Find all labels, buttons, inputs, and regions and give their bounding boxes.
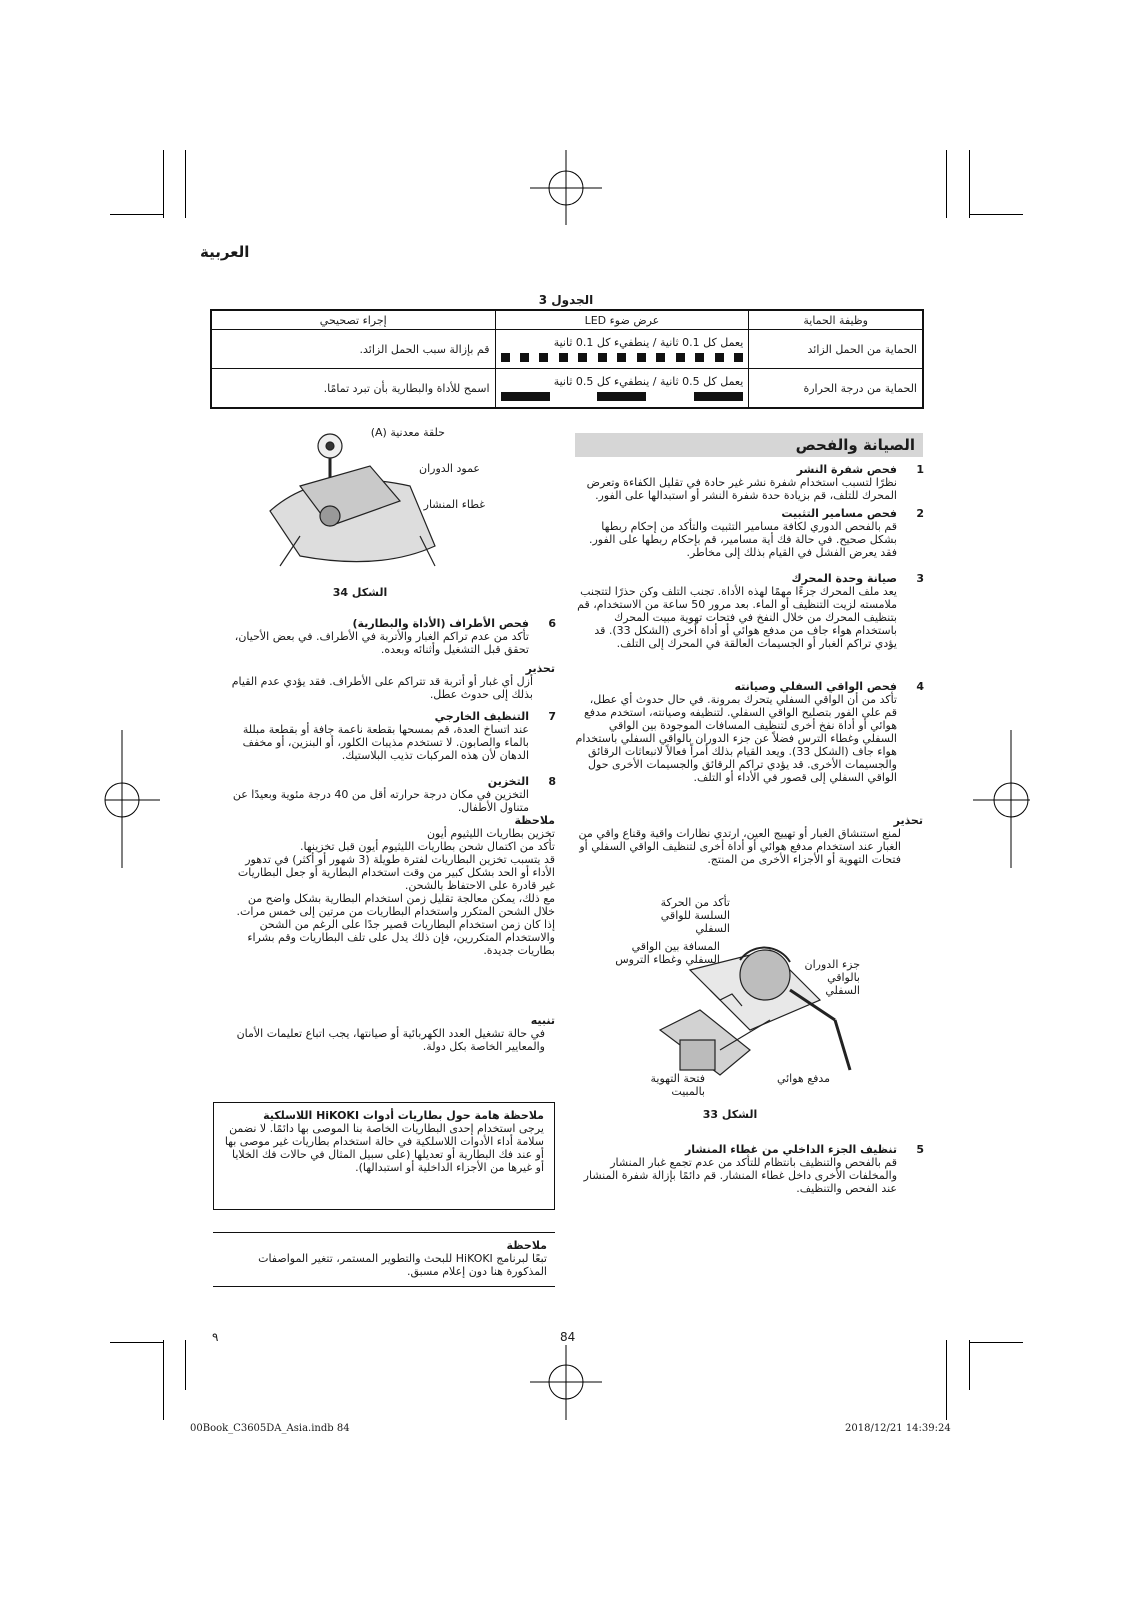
warning-block	[575, 814, 923, 866]
table-header-row	[212, 311, 923, 330]
notice-text: يرجى استخدام إحدى البطاريات الخاصة بنا الموصى بها دائمًا. لا نضمن سلامة أداء الأدوات اللاسلكية في حالة استخدام بطاريات غير موصى بها أو عند فك البطارية أو تعديلها (على سبيل المثال في حالات فك الخلايا أو غيرها من الأجزاء الداخلية أو استبدالها).	[224, 1122, 544, 1174]
note-block	[229, 814, 555, 957]
note-label: ملاحظة	[506, 1239, 547, 1252]
table-row	[212, 369, 923, 408]
caution-block	[229, 1014, 555, 1053]
led-blink-mark	[694, 392, 743, 401]
led-blink-mark	[617, 353, 626, 362]
warning-label: تحذير	[893, 814, 923, 827]
list-item	[575, 463, 924, 502]
note-line: إذا كان زمن استخدام البطاريات قصير جدًا على الرغم من الشحن والاستخدام المتكررين، فإن ذلك يدل على تلف البطاريات وقم بشراء بطاريات جديدة.	[247, 918, 555, 957]
item-title: صيانة وحدة المحرك	[791, 572, 897, 585]
figure-33-caption: الشكل 33	[702, 1108, 758, 1121]
led-blink-mark	[578, 353, 587, 362]
list-item	[575, 507, 924, 559]
led-blink-mark	[598, 353, 607, 362]
led-blink-mark	[734, 353, 743, 362]
led-blink-mark	[520, 353, 529, 362]
table-header-cell: وظيفة الحماية	[749, 311, 923, 330]
list-item	[229, 617, 556, 656]
led-blink-mark	[637, 353, 646, 362]
note-line: قد يتسبب تخزين البطاريات لفترة طويلة (3 شهور أو أكثر) في تدهور الأداء أو الحد بشكل كبير من وقت استخدام البطارية أو جعل البطاريات غير قادرة على الاحتفاظ بالشحن.	[237, 853, 555, 892]
led-blink-mark	[539, 353, 548, 362]
item-number: 4	[916, 680, 924, 693]
figure-33-label-gap: المسافة بين الواقي السفلي وغطاء التروس	[615, 940, 720, 966]
page-number-arabic: ٩	[212, 1330, 219, 1344]
table-title: الجدول 3	[538, 293, 594, 307]
led-blink-mark	[676, 353, 685, 362]
note-line: مع ذلك، يمكن معالجة تقليل زمن استخدام البطارية بشكل واضح من خلال الشحن المتكرر واستخدام البطاريات من مرتين إلى خمس مرات.	[236, 892, 555, 918]
item-number: 5	[916, 1143, 924, 1156]
caution-text: في حالة تشغيل العدد الكهربائية أو صيانتها، يجب اتباع تعليمات الأمان والمعايير الخاصة بكل دولة.	[236, 1027, 545, 1053]
led-blink-mark	[695, 353, 704, 362]
led-blink-mark	[501, 353, 510, 362]
warning-block	[213, 662, 555, 701]
caution-label: تنبيه	[530, 1014, 555, 1027]
item-text: التخزين في مكان درجة حرارته أقل من 40 درجة مئوية وبعيدًا عن متناول الأطفال.	[232, 788, 529, 814]
note-text: تبعًا لبرنامج HiKOKI للبحث والتطوير المستمر، تتغير المواصفات المذكورة هنا دون إعلام مسبق.	[258, 1252, 547, 1278]
figure-34-label-shaft: عمود الدوران	[419, 462, 480, 475]
warning-label: تحذير	[525, 662, 555, 675]
figure-33-label-airgun: مدفع هوائي	[776, 1072, 830, 1085]
item-title: التخزين	[487, 775, 529, 788]
table-cell-function: الحماية من درجة الحرارة	[749, 369, 923, 408]
language-header: العربية	[200, 243, 250, 261]
led-blink-mark	[559, 353, 568, 362]
figure-33-label-rotation: جزء الدوران بالواقي السفلي	[804, 958, 860, 997]
item-text: يعد ملف المحرك جزءًا مهمًا لهذه الأداة. تجنب التلف وكن حذرًا لتتجنب ملامسته لزيت التنظيف أو الماء. بعد مرور 50 ساعة من الاستخدام، قم بتنظيف المحرك من خلال النفخ في فتحات تهوية مبيت المحرك باستخدام هواء جاف من مدفع هوائي أو أداة أخرى (الشكل 33). قد يؤدي تراكم الغبار أو الجسيمات العالقة في المحرك إلى التلف.	[577, 585, 897, 650]
led-blink-pattern	[501, 392, 744, 401]
page-number: 84	[560, 1330, 576, 1344]
section-heading: الصيانة والفحص	[575, 433, 923, 457]
list-item	[575, 680, 924, 784]
spec-change-note	[213, 1232, 555, 1287]
item-text: قم بالفحص الدوري لكافة مسامير التثبيت والتأكد من إحكام ربطها بشكل صحيح. في حالة فك أية مسامير، قم بإحكام ربطها على الفور. فقد يعرض الفشل في القيام بذلك إلى مخاطر.	[588, 520, 897, 559]
list-item	[229, 710, 556, 762]
item-title: فحص الواقي السفلي وصيانته	[734, 680, 897, 693]
item-text: تأكد من عدم تراكم الغبار والأتربة في الأطراف. في بعض الأحيان، تحقق قبل التشغيل وأثنائه وبعده.	[234, 630, 529, 656]
led-blink-mark	[597, 392, 646, 401]
led-description: يعمل كل 0.5 ثانية / ينطفيء كل 0.5 ثانية	[553, 375, 744, 388]
figure-34-caption: الشكل 34	[332, 586, 388, 599]
item-number: 6	[548, 617, 556, 630]
item-number: 3	[916, 572, 924, 585]
item-number: 1	[916, 463, 924, 476]
table-cell-function: الحماية من الحمل الزائد	[749, 330, 923, 369]
figure-33-label-smooth: تأكد من الحركة السلسة للواقي السفلي	[660, 896, 730, 935]
list-item	[575, 572, 924, 650]
item-text: نظرًا لتسبب استخدام شفرة نشر غير حادة في تقليل الكفاءة وتعرض المحرك للتلف، قم بزيادة حدة شفرة النشر أو استبدالها على الفور.	[586, 476, 897, 502]
item-title: فحص شفرة النشر	[796, 463, 897, 476]
item-number: 8	[548, 775, 556, 788]
table-row	[212, 330, 923, 369]
figure-33-label-vent: فتحة التهوية بالمبيت	[650, 1072, 705, 1098]
led-blink-mark	[715, 353, 724, 362]
item-text: تأكد من أن الواقي السفلي يتحرك بمرونة. في حال حدوث أي عطل، قم على الفور بتصليح الواقي السفلي. لتنظيفه وصيانته، استخدم مدفع هوائي أو أداة نفخ أخرى لتنظيف المسافات الموجودة بين الواقي السفلي وغطاء الترس فضلاً عن جزء الدوران بالواقي السفلي باستخدام هواء جاف (الشكل 33). ويعد القيام بذلك أمراً فعالاً لانبعاثات الرقائق والجسيمات الأخرى. قد يؤدي تراكم الرقائق والجسيمات الأخرى حول الواقي السفلي إلى قصور في الأداء أو التلف.	[575, 693, 897, 784]
table-cell-led	[495, 330, 749, 369]
note-line: تخزين بطاريات الليثيوم أيون	[426, 827, 555, 840]
figure-34-label-cover: غطاء المنشار	[423, 498, 485, 511]
led-blink-pattern	[501, 353, 744, 362]
table-cell-action: قم بإزالة سبب الحمل الزائد.	[212, 330, 496, 369]
led-description: يعمل كل 0.1 ثانية / ينطفيء كل 0.1 ثانية	[553, 336, 744, 349]
item-text: قم بالفحص والتنظيف بانتظام للتأكد من عدم تجمع غبار المنشار والمخلفات الأخرى داخل غطاء المنشار. قم دائمًا بإزالة شفرة المنشار عند الفحص والتنظيف.	[583, 1156, 897, 1195]
table-cell-led	[495, 369, 749, 408]
item-title: التنظيف الخارجي	[434, 710, 529, 723]
led-blink-mark	[501, 392, 550, 401]
item-title: تنظيف الجزء الداخلي من غطاء المنشار	[684, 1143, 897, 1156]
item-text: عند اتساخ العدة، قم بمسحها بقطعة ناعمة جافة أو بقطعة مبللة بالماء والصابون. لا تستخدم مذيبات الكلور، أو البنزين، أو مخفف الدهان لأن هذه المركبات تذيب البلاستيك.	[242, 723, 529, 762]
table-cell-action: اسمح للأداة والبطارية بأن تبرد تمامًا.	[212, 369, 496, 408]
note-label: ملاحظة	[514, 814, 555, 827]
warning-text: لمنع استنشاق الغبار أو تهييج العين، ارتدي نظارات واقية وقناع واقي من الغبار عند استخدام مدفع هوائي أو أداة أخرى لتنظيف الواقي السفلي أو فتحات التهوية أو الأجزاء الأخرى من المنتج.	[578, 827, 901, 866]
item-title: فحص مسامير التثبيت	[781, 507, 897, 520]
list-item	[229, 775, 556, 814]
protection-table	[211, 310, 923, 408]
figure-34-label-ring: حلقة معدنية (A)	[370, 426, 445, 439]
led-blink-mark	[656, 353, 665, 362]
warning-text: أزل أي غبار أو أتربة قد تتراكم على الأطراف. فقد يؤدي عدم القيام بذلك إلى حدوث عطل.	[231, 675, 533, 701]
table-header-cell: إجراء تصحيحي	[212, 311, 496, 330]
list-item	[575, 1143, 924, 1195]
footer-timestamp: 2018/12/21 14:39:24	[845, 1423, 951, 1434]
item-title: فحص الأطراف (الأداة والبطارية)	[352, 617, 529, 630]
item-number: 2	[916, 507, 924, 520]
item-number: 7	[548, 710, 556, 723]
footer-filename: 00Book_C3605DA_Asia.indb 84	[190, 1423, 350, 1434]
table-header-cell: عرض ضوء LED	[495, 311, 749, 330]
note-line: تأكد من اكتمال شحن بطاريات الليثيوم أيون قبل تخزينها.	[299, 840, 555, 853]
battery-notice-box	[213, 1102, 555, 1210]
notice-title: ملاحظة هامة حول بطاريات أدوات HiKOKI اللاسلكية	[263, 1109, 544, 1122]
